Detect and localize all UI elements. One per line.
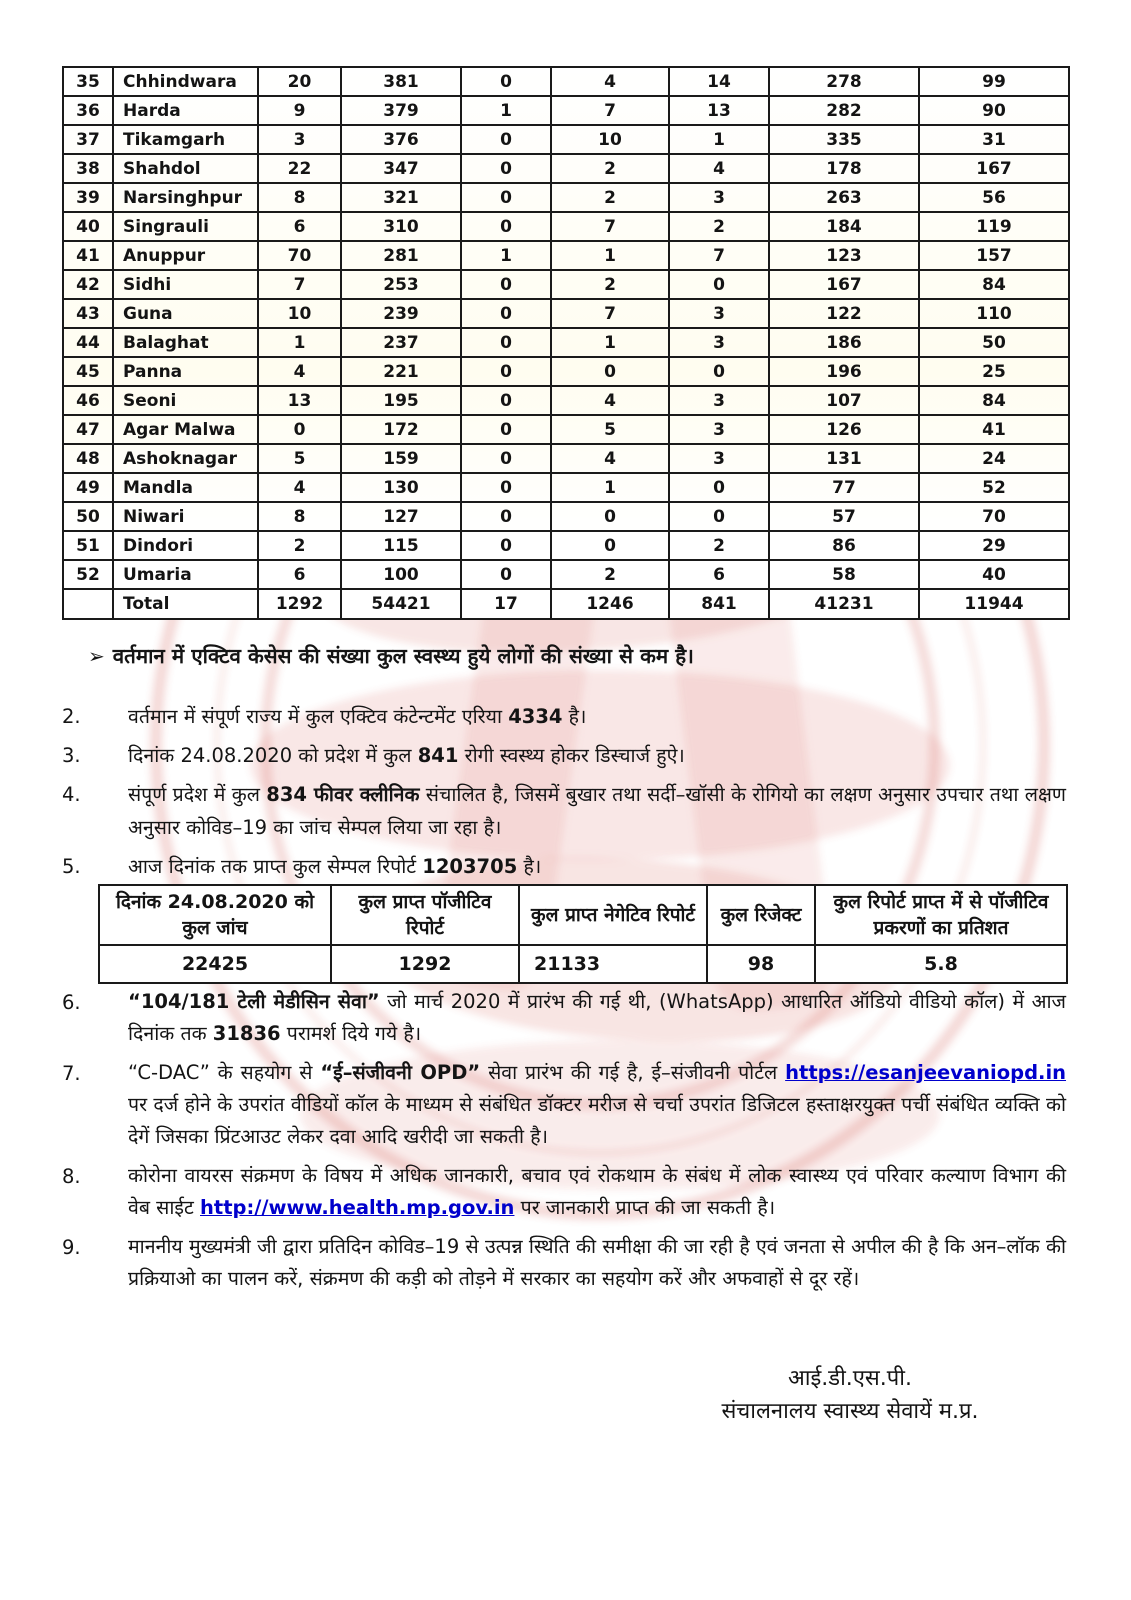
bold-text: 834 फीवर क्लीनिक: [266, 783, 420, 806]
point-number: 9.: [62, 1236, 81, 1259]
value-cell: 14: [669, 67, 769, 96]
value-cell: 84: [919, 386, 1069, 415]
point-number: 4.: [62, 783, 81, 806]
total-row: [63, 589, 1069, 619]
table-row: [63, 270, 1069, 299]
value-cell: 0: [461, 299, 551, 328]
value-cell: 86: [769, 531, 919, 560]
district-name-cell: Singrauli: [113, 212, 258, 241]
serial-number-cell: 50: [63, 502, 113, 531]
point-text: [128, 778, 1066, 844]
body-text: माननीय मुख्यमंत्री जी द्वारा प्रतिदिन कोविड–19 से उत्पन्न स्थिति की समीक्षा की जा रही है एवं जनता से अपील की है कि अन–लॉक की प्रक्रियाओ का पालन करें, संक्रमण की कड़ी को तोड़ने में सरकार का सहयोग करें और अफवाहों से दूर रहें।: [128, 1235, 1066, 1290]
value-cell: 7: [258, 270, 341, 299]
table-row: [63, 386, 1069, 415]
serial-number-cell: 37: [63, 125, 113, 154]
highlight-note: [88, 642, 1068, 670]
arrow-bullet-icon: ➢: [88, 644, 105, 668]
signature-line-1: आई.डी.एस.पी.: [788, 1366, 912, 1391]
value-cell: 1: [461, 241, 551, 270]
value-cell: 1246: [551, 589, 669, 619]
value-cell: 2: [551, 270, 669, 299]
body-text: “C-DAC” के सहयोग से: [128, 1061, 321, 1084]
value-cell: 52: [919, 473, 1069, 502]
value-cell: 282: [769, 96, 919, 125]
value-cell: 0: [551, 502, 669, 531]
value-cell: 0: [669, 357, 769, 386]
value-cell: 196: [769, 357, 919, 386]
value-cell: 376: [341, 125, 461, 154]
bold-text: 841: [417, 744, 459, 767]
table-row: [63, 183, 1069, 212]
table-row: [63, 241, 1069, 270]
value-cell: 195: [341, 386, 461, 415]
body-text: परामर्श दिये गये है।: [280, 1022, 422, 1045]
value-cell: 178: [769, 154, 919, 183]
district-name-cell: Agar Malwa: [113, 415, 258, 444]
table-row: [63, 96, 1069, 125]
value-cell: 4: [551, 67, 669, 96]
table-row: [63, 299, 1069, 328]
serial-number-cell: 43: [63, 299, 113, 328]
value-cell: 335: [769, 125, 919, 154]
district-name-cell: Umaria: [113, 560, 258, 589]
value-cell: 41: [919, 415, 1069, 444]
value-cell: 184: [769, 212, 919, 241]
highlight-note-text: वर्तमान में एक्टिव केसेस की संख्या कुल स्वस्थ्य हुये लोगों की संख्या से कम है।: [112, 644, 694, 668]
serial-number-cell: 44: [63, 328, 113, 357]
value-cell: 3: [669, 328, 769, 357]
point-item: [62, 1231, 1066, 1295]
value-cell: 3: [669, 386, 769, 415]
value-cell: 90: [919, 96, 1069, 125]
value-cell: 100: [341, 560, 461, 589]
value-cell: 24: [919, 444, 1069, 473]
value-cell: 0: [461, 386, 551, 415]
value-cell: 0: [461, 444, 551, 473]
value-cell: 0: [461, 531, 551, 560]
district-name-cell: Chhindwara: [113, 67, 258, 96]
value-cell: 4: [551, 444, 669, 473]
value-cell: 221: [341, 357, 461, 386]
serial-number-cell: 41: [63, 241, 113, 270]
value-cell: 57: [769, 502, 919, 531]
value-cell: 278: [769, 67, 919, 96]
value-cell: 159: [341, 444, 461, 473]
value-cell: 54421: [341, 589, 461, 619]
value-cell: 77: [769, 473, 919, 502]
table-row: [63, 357, 1069, 386]
table-row: [63, 531, 1069, 560]
serial-number-cell: 45: [63, 357, 113, 386]
value-cell: 379: [341, 96, 461, 125]
value-cell: 2: [258, 531, 341, 560]
value-cell: 0: [461, 560, 551, 589]
value-cell: 29: [919, 531, 1069, 560]
value-cell: 3: [669, 183, 769, 212]
point-item: [62, 1160, 1066, 1224]
point-text: [128, 986, 1066, 1050]
value-cell: 253: [341, 270, 461, 299]
bold-text: “104/181 टेली मेडीसिन सेवा”: [128, 990, 380, 1013]
value-cell: 130: [341, 473, 461, 502]
point-item: [62, 850, 1066, 883]
value-cell: 123: [769, 241, 919, 270]
value-cell: 1: [551, 328, 669, 357]
body-text: पर जानकारी प्राप्त की जा सकती है।: [514, 1196, 776, 1219]
district-name-cell: Niwari: [113, 502, 258, 531]
value-cell: 0: [461, 357, 551, 386]
point-item: [62, 700, 1066, 733]
body-text: आज दिनांक तक प्राप्त कुल सेम्पल रिपोर्ट: [128, 855, 423, 878]
value-cell: 6: [258, 560, 341, 589]
summary-header-cell: दिनांक 24.08.2020 को कुल जांच: [99, 885, 331, 945]
value-cell: 281: [341, 241, 461, 270]
value-cell: 0: [461, 415, 551, 444]
serial-number-cell: 49: [63, 473, 113, 502]
value-cell: 4: [258, 473, 341, 502]
summary-value-cell: 98: [707, 945, 815, 983]
table-row: [63, 154, 1069, 183]
point-number: 8.: [62, 1165, 81, 1188]
value-cell: 58: [769, 560, 919, 589]
value-cell: 381: [341, 67, 461, 96]
value-cell: 11944: [919, 589, 1069, 619]
body-text: संचालित है, जिसमें बुखार तथा सर्दी–खॉसी के रोगियो का लक्षण अनुसार उपचार तथा लक्षण अनुसार कोविड–19 का जांच सेम्पल लिया जा रहा है।: [128, 783, 1067, 839]
value-cell: 0: [258, 415, 341, 444]
value-cell: 1292: [258, 589, 341, 619]
value-cell: 3: [669, 415, 769, 444]
point-item: [62, 986, 1066, 1050]
value-cell: 186: [769, 328, 919, 357]
serial-number-cell: 52: [63, 560, 113, 589]
body-text: है।: [517, 855, 542, 878]
value-cell: 10: [258, 299, 341, 328]
table-row: [63, 560, 1069, 589]
district-name-cell: Guna: [113, 299, 258, 328]
value-cell: 115: [341, 531, 461, 560]
district-name-cell: Tikamgarh: [113, 125, 258, 154]
value-cell: 2: [669, 531, 769, 560]
point-text: [128, 1057, 1066, 1153]
value-cell: 167: [769, 270, 919, 299]
point-item: [62, 1057, 1066, 1153]
value-cell: 841: [669, 589, 769, 619]
value-cell: 8: [258, 502, 341, 531]
signature-block: [630, 1362, 1070, 1428]
table-row: [63, 502, 1069, 531]
value-cell: 56: [919, 183, 1069, 212]
value-cell: 4: [669, 154, 769, 183]
value-cell: 0: [461, 212, 551, 241]
summary-header-cell: कुल प्राप्त पॉजीटिव रिपोर्ट: [331, 885, 519, 945]
value-cell: 1: [461, 96, 551, 125]
serial-number-cell: 35: [63, 67, 113, 96]
summary-value-cell: 22425: [99, 945, 331, 983]
value-cell: 25: [919, 357, 1069, 386]
district-name-cell: Narsinghpur: [113, 183, 258, 212]
district-name-cell: Total: [113, 589, 258, 619]
serial-number-cell: [63, 589, 113, 619]
body-text: जो मार्च 2020 में प्रारंभ की गई थी, (WhatsApp) आधारित ऑडियो वीडियो कॉल) में आज दिनांक तक: [128, 990, 1066, 1045]
value-cell: 172: [341, 415, 461, 444]
value-cell: 50: [919, 328, 1069, 357]
value-cell: 6: [258, 212, 341, 241]
table-row: [63, 473, 1069, 502]
body-text: पर दर्ज होने के उपरांत वीडियों कॉल के माध्यम से संबंधित डॉक्टर मरीज से चर्चा उपरांत डिजिटल हस्ताक्षरयुक्त पर्ची संबंधित व्यक्ति को देगें जिसका प्रिंटआउट लेकर दवा आदि खरीदी जा सकती है।: [128, 1093, 1066, 1148]
value-cell: 7: [551, 212, 669, 241]
value-cell: 3: [669, 444, 769, 473]
bold-text: 4334: [508, 705, 563, 728]
table-row: [63, 125, 1069, 154]
value-cell: 127: [341, 502, 461, 531]
value-cell: 110: [919, 299, 1069, 328]
value-cell: 1: [669, 125, 769, 154]
point-number: 6.: [62, 991, 81, 1014]
point-text: [128, 850, 1066, 883]
table-row: [63, 67, 1069, 96]
value-cell: 107: [769, 386, 919, 415]
value-cell: 122: [769, 299, 919, 328]
signature-line-2: संचालनालय स्वास्थ्य सेवायें म.प्र.: [721, 1399, 979, 1424]
value-cell: 31: [919, 125, 1069, 154]
district-name-cell: Balaghat: [113, 328, 258, 357]
value-cell: 0: [461, 328, 551, 357]
summary-header-cell: कुल रिपोर्ट प्राप्त में से पॉजीटिव प्रकरणों का प्रतिशत: [815, 885, 1067, 945]
value-cell: 13: [669, 96, 769, 125]
value-cell: 239: [341, 299, 461, 328]
point-item: [62, 778, 1066, 844]
value-cell: 321: [341, 183, 461, 212]
value-cell: 84: [919, 270, 1069, 299]
point-item: [62, 739, 1066, 772]
district-name-cell: Shahdol: [113, 154, 258, 183]
district-name-cell: Mandla: [113, 473, 258, 502]
value-cell: 0: [669, 473, 769, 502]
serial-number-cell: 51: [63, 531, 113, 560]
value-cell: 131: [769, 444, 919, 473]
summary-header-cell: कुल रिजेक्ट: [707, 885, 815, 945]
value-cell: 157: [919, 241, 1069, 270]
district-statistics-table: [62, 66, 1070, 620]
table-row: [63, 212, 1069, 241]
serial-number-cell: 40: [63, 212, 113, 241]
value-cell: 0: [669, 502, 769, 531]
body-text: दिनांक 24.08.2020 को प्रदेश में कुल: [128, 744, 418, 767]
value-cell: 237: [341, 328, 461, 357]
test-report-summary-table: [98, 884, 1068, 984]
value-cell: 7: [551, 299, 669, 328]
district-name-cell: Harda: [113, 96, 258, 125]
value-cell: 3: [258, 125, 341, 154]
district-name-cell: Dindori: [113, 531, 258, 560]
table-row: [63, 328, 1069, 357]
value-cell: 8: [258, 183, 341, 212]
summary-value-cell: 5.8: [815, 945, 1067, 983]
body-text: संपूर्ण प्रदेश में कुल: [128, 783, 267, 806]
value-cell: 41231: [769, 589, 919, 619]
value-cell: 0: [461, 502, 551, 531]
value-cell: 3: [669, 299, 769, 328]
value-cell: 0: [461, 183, 551, 212]
district-name-cell: Panna: [113, 357, 258, 386]
value-cell: 20: [258, 67, 341, 96]
value-cell: 13: [258, 386, 341, 415]
district-name-cell: Seoni: [113, 386, 258, 415]
body-text: रोगी स्वस्थ्य होकर डिस्चार्ज हुऐ।: [458, 744, 685, 767]
value-cell: 4: [551, 386, 669, 415]
point-number: 5.: [62, 855, 81, 878]
value-cell: 0: [461, 125, 551, 154]
summary-value-row: [99, 945, 1067, 983]
value-cell: 119: [919, 212, 1069, 241]
value-cell: 40: [919, 560, 1069, 589]
bold-text: 1203705: [422, 855, 518, 878]
summary-header-cell: कुल प्राप्त नेगेटिव रिपोर्ट: [519, 885, 707, 945]
value-cell: 70: [919, 502, 1069, 531]
value-cell: 17: [461, 589, 551, 619]
value-cell: 1: [551, 473, 669, 502]
value-cell: 2: [551, 183, 669, 212]
hyperlink[interactable]: http://www.health.mp.gov.in: [200, 1196, 515, 1219]
serial-number-cell: 46: [63, 386, 113, 415]
serial-number-cell: 36: [63, 96, 113, 125]
serial-number-cell: 42: [63, 270, 113, 299]
value-cell: 5: [258, 444, 341, 473]
value-cell: 310: [341, 212, 461, 241]
district-name-cell: Anuppur: [113, 241, 258, 270]
value-cell: 2: [551, 560, 669, 589]
body-text: कोरोना वायरस संक्रमण के विषय में अधिक जानकारी, बचाव एवं रोकथाम के संबंध में लोक स्वास्थ्य एवं परिवार कल्याण विभाग की वेब साईट: [128, 1164, 1066, 1219]
table-row: [63, 415, 1069, 444]
value-cell: 9: [258, 96, 341, 125]
bold-text: 31836: [212, 1022, 281, 1045]
value-cell: 0: [461, 473, 551, 502]
value-cell: 0: [461, 270, 551, 299]
serial-number-cell: 48: [63, 444, 113, 473]
summary-value-cell: 21133: [519, 945, 707, 983]
table-row: [63, 444, 1069, 473]
value-cell: 22: [258, 154, 341, 183]
point-text: [128, 700, 1066, 733]
value-cell: 4: [258, 357, 341, 386]
point-text: [128, 1231, 1066, 1295]
value-cell: 0: [551, 531, 669, 560]
point-text: [128, 1160, 1066, 1224]
serial-number-cell: 38: [63, 154, 113, 183]
value-cell: 1: [258, 328, 341, 357]
value-cell: 126: [769, 415, 919, 444]
value-cell: 2: [551, 154, 669, 183]
value-cell: 7: [669, 241, 769, 270]
value-cell: 1: [551, 241, 669, 270]
value-cell: 0: [551, 357, 669, 386]
district-name-cell: Sidhi: [113, 270, 258, 299]
serial-number-cell: 39: [63, 183, 113, 212]
value-cell: 2: [669, 212, 769, 241]
numbered-points-6-9: [62, 986, 1066, 1302]
body-text: है।: [562, 705, 587, 728]
value-cell: 6: [669, 560, 769, 589]
serial-number-cell: 47: [63, 415, 113, 444]
summary-header-row: [99, 885, 1067, 945]
point-number: 7.: [62, 1062, 81, 1085]
value-cell: 0: [461, 154, 551, 183]
district-name-cell: Ashoknagar: [113, 444, 258, 473]
value-cell: 347: [341, 154, 461, 183]
value-cell: 167: [919, 154, 1069, 183]
value-cell: 0: [669, 270, 769, 299]
hyperlink[interactable]: https://esanjeevaniopd.in: [785, 1061, 1067, 1084]
body-text: वर्तमान में संपूर्ण राज्य में कुल एक्टिव कंटेन्टमेंट एरिया: [128, 705, 509, 728]
value-cell: 263: [769, 183, 919, 212]
value-cell: 5: [551, 415, 669, 444]
numbered-points-2-5: [62, 700, 1066, 889]
value-cell: 99: [919, 67, 1069, 96]
value-cell: 0: [461, 67, 551, 96]
value-cell: 7: [551, 96, 669, 125]
value-cell: 10: [551, 125, 669, 154]
body-text: सेवा प्रारंभ की गई है, ई–संजीवनी पोर्टल: [480, 1061, 786, 1084]
point-number: 2.: [62, 705, 81, 728]
point-number: 3.: [62, 744, 81, 767]
summary-value-cell: 1292: [331, 945, 519, 983]
value-cell: 70: [258, 241, 341, 270]
bold-text: “ई–संजीवनी OPD”: [320, 1061, 481, 1084]
point-text: [128, 739, 1066, 772]
